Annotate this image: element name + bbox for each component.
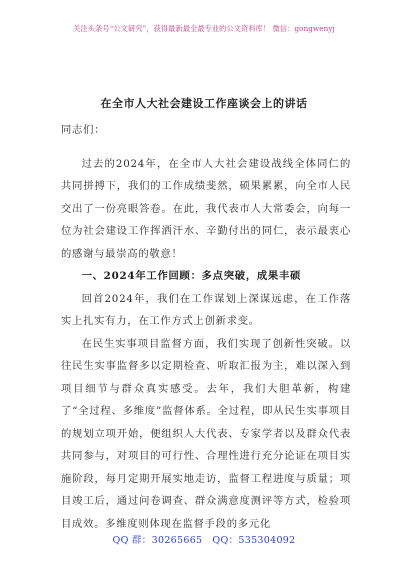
qq-value: 535304092 xyxy=(238,535,296,546)
qq-group-value: 30265665 xyxy=(151,535,203,546)
document-title: 在全市人大社会建设工作座谈会上的讲话 xyxy=(100,97,308,110)
qq-label: QQ： xyxy=(212,535,239,546)
footer-contact xyxy=(0,532,408,546)
document-body xyxy=(61,119,351,535)
qq-group-label: QQ 群： xyxy=(112,535,152,546)
spacer xyxy=(61,142,351,153)
section-paragraph-1: 回首2024年，我们在工作谋划上深谋远虑，在工作落实上扎实有力，在工作方式上创新求变。 xyxy=(61,292,351,327)
section-paragraph-2: 在民生实事项目监督方面，我们实现了创新性突破。以往民生实事监督多以定期检查、听取汇报为主，难以深入到项目细节与群众真实感受。去年，我们大胆革新，构建了“全过程、多维度”监督体系。全过程，即从民生实事项目的规划立项开始，便组织人大代表、专家学者以及群众代表共同参与，对项目的可行性、合理性进行充分论证在项目实施阶段，每月定期开展实地走访，监督工程进度与质量；项目竣工后，通过问卷调查、群众满意度测评等方式，检验项目成效。多维度则体现在监督手段的多元化 xyxy=(61,337,351,530)
header-banner: 关注头条号“公文研究”，获得最新最全最专业的公文资料库！ 微信：gongwenyj xyxy=(73,24,335,33)
section-heading: 一、2024年工作回顾：多点突破，成果丰硕 xyxy=(81,270,302,282)
intro-paragraph: 过去的2024年，在全市人大社会建设战线全体同仁的共同拼搏下，我们的工作成绩斐然，硕果累累，向全市人民交出了一份亮眼答卷。在此，我代表市人大常委会，向每一位为社会建设工作挥洒汗水、辛勤付出的同仁，表示最衷心的感谢与最崇高的敬意！ xyxy=(61,157,351,260)
salutation: 同志们： xyxy=(61,124,106,136)
